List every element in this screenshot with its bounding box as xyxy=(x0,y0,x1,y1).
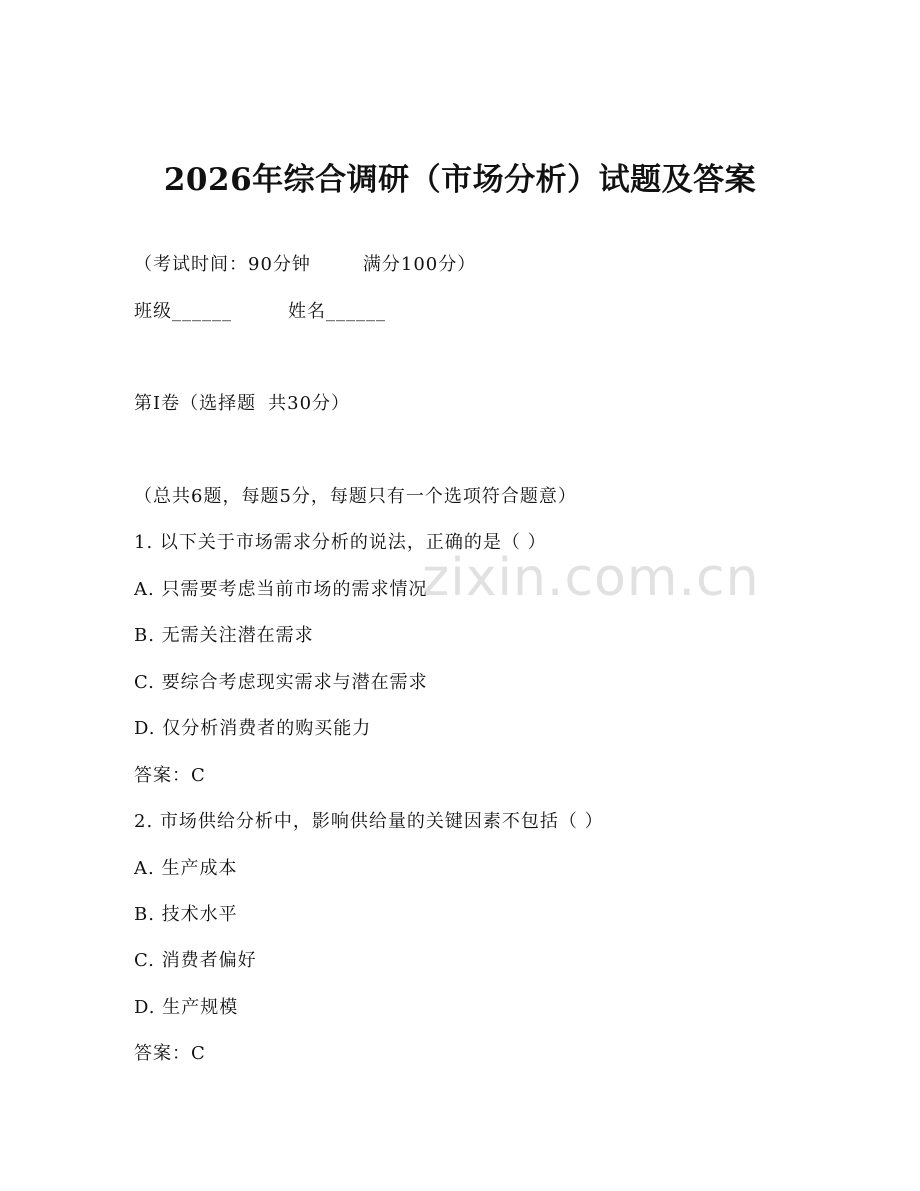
section-heading: 第Ⅰ卷（选择题 xyxy=(134,393,257,414)
question-option: D. 生产规模 xyxy=(134,997,239,1018)
question-option: A. 生产成本 xyxy=(134,858,238,879)
question-option: D. 仅分析消费者的购买能力 xyxy=(134,718,372,739)
question-option: B. 技术水平 xyxy=(134,904,238,925)
section-points: 共30分） xyxy=(268,393,351,414)
class-field: 班级______ xyxy=(134,301,232,322)
watermark-text: zixin.com.cn xyxy=(422,548,760,608)
exam-score: 满分100分） xyxy=(362,254,477,275)
question-option: C. 要综合考虑现实需求与潜在需求 xyxy=(134,672,428,693)
exam-info xyxy=(134,252,476,278)
student-fields xyxy=(134,299,386,325)
question-answer: 答案：C xyxy=(134,1043,206,1064)
question-option: B. 无需关注潜在需求 xyxy=(134,625,314,646)
exam-time: （考试时间：90分钟 xyxy=(134,254,311,275)
section-title xyxy=(134,391,350,417)
section-instructions: （总共6题，每题5分，每题只有一个选项符合题意） xyxy=(134,486,577,507)
question-option: C. 消费者偏好 xyxy=(134,950,257,971)
question-answer: 答案：C xyxy=(134,765,206,786)
question-option: A. 只需要考虑当前市场的需求情况 xyxy=(134,579,428,600)
question-stem: 2. 市场供给分析中，影响供给量的关键因素不包括（ ） xyxy=(134,811,604,832)
document-title: 2026年综合调研（市场分析）试题及答案 xyxy=(163,162,757,198)
question-stem: 1. 以下关于市场需求分析的说法，正确的是（ ） xyxy=(134,532,547,553)
name-field: 姓名______ xyxy=(288,301,386,322)
